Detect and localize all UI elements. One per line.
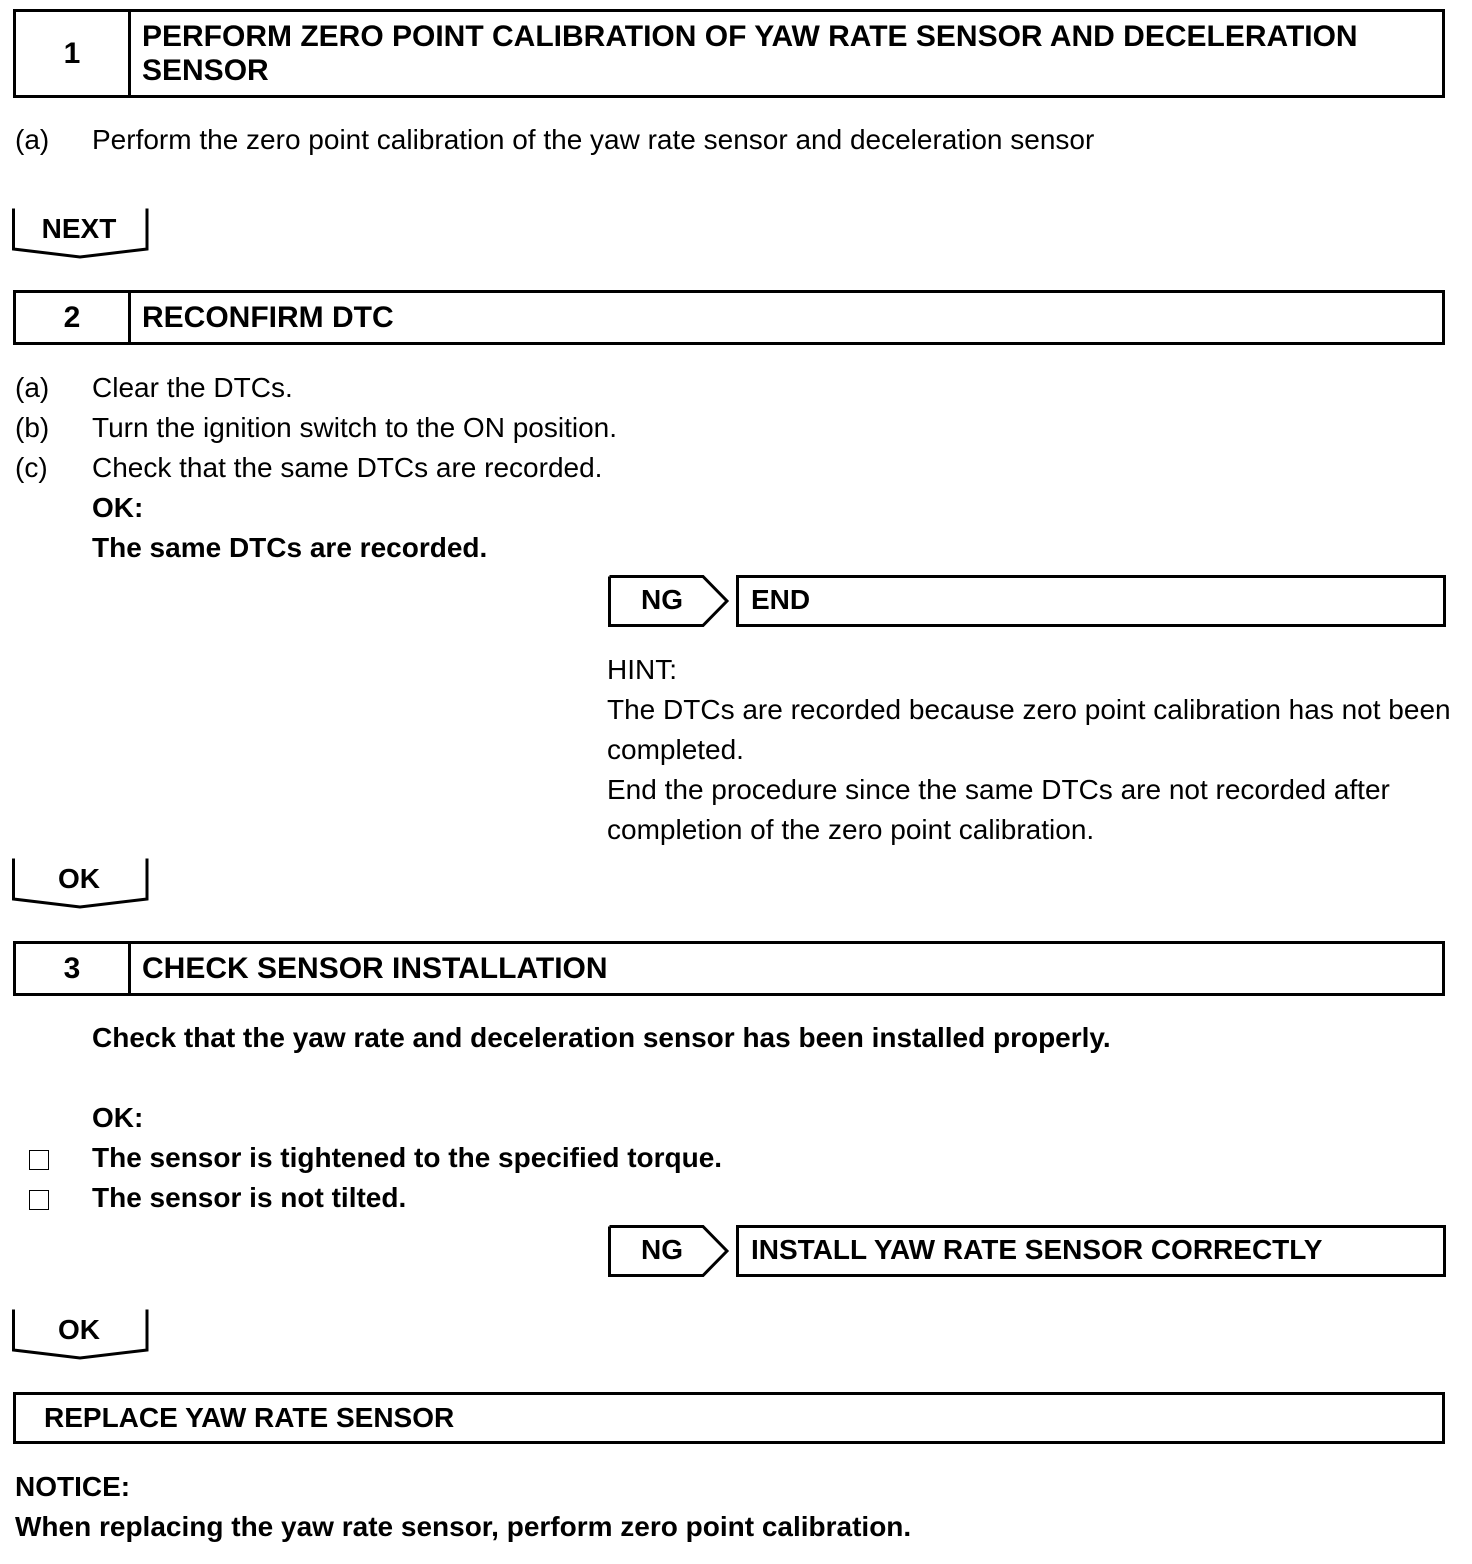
step-2-header [13,290,1445,345]
checkbox[interactable] [29,1150,49,1170]
step-number: 2 [16,293,131,342]
hint-text: End the procedure since the same DTCs are not recorded after completion of the zero point calibration. [607,774,1390,845]
next-button[interactable] [12,207,150,259]
ng-label: NG [641,1234,683,1265]
ok-label: OK [58,1314,100,1345]
step-title: CHECK SENSOR INSTALLATION [142,952,608,985]
ng-label: NG [641,584,683,615]
ng-result-box [736,1225,1446,1277]
item-text: Turn the ignition switch to the ON position. [92,412,617,443]
ok-label: OK [58,863,100,894]
item-label: (a) [15,372,50,403]
item-text: Clear the DTCs. [92,372,293,403]
ng-result-text: END [751,584,811,615]
checkbox[interactable] [29,1190,49,1210]
step-number: 3 [16,944,131,993]
item-text: Perform the zero point calibration of the yaw rate sensor and deceleration sensor [92,124,1095,155]
final-action-box [13,1392,1445,1444]
ok-criteria: The sensor is not tilted. [92,1182,407,1213]
final-title: REPLACE YAW RATE SENSOR [44,1402,455,1433]
step-3-header [13,941,1445,996]
item-label: (a) [15,124,50,155]
item-label: (b) [15,412,50,443]
step-number: 1 [16,12,131,95]
item-text: Check that the same DTCs are recorded. [92,452,603,483]
notice-heading: NOTICE: [15,1471,131,1502]
item-label: (c) [15,452,48,483]
ok-criteria: The sensor is tightened to the specified torque. [92,1142,723,1173]
ng-result-box [736,575,1446,627]
step-1-header [13,9,1445,98]
step-title: RECONFIRM DTC [142,301,394,334]
ng-button[interactable] [608,1225,730,1277]
notice-text: When replacing the yaw rate sensor, perform zero point calibration. [15,1511,912,1542]
step-title: PERFORM ZERO POINT CALIBRATION OF YAW RATE SENSOR AND DECELERATION SENSOR [142,20,1358,87]
ok-heading: OK: [92,1102,144,1133]
ng-result-text: INSTALL YAW RATE SENSOR CORRECTLY [751,1234,1323,1265]
ok-criteria: The same DTCs are recorded. [92,532,488,563]
ok-button[interactable] [12,857,150,909]
instruction-text: Check that the yaw rate and deceleration sensor has been installed properly. [92,1022,1111,1053]
ok-button[interactable] [12,1308,150,1360]
ok-heading: OK: [92,492,144,523]
next-label: NEXT [41,213,117,244]
ng-button[interactable] [608,575,730,627]
hint-heading: HINT: [607,654,677,685]
hint-text: The DTCs are recorded because zero point calibration has not been completed. [607,694,1451,765]
